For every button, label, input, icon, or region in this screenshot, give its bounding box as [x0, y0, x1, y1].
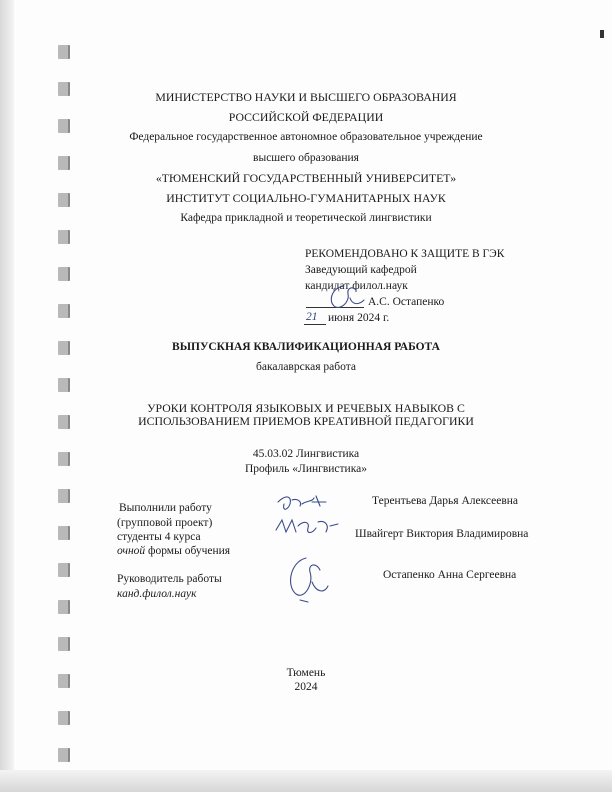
- university-name: «ТЮМЕНСКИЙ ГОСУДАРСТВЕННЫЙ УНИВЕРСИТЕТ»: [155, 171, 457, 185]
- institution-line-2: высшего образования: [253, 152, 359, 164]
- topic-line-1: УРОКИ КОНТРОЛЯ ЯЗЫКОВЫХ И РЕЧЕВЫХ НАВЫКОВ С: [147, 401, 465, 415]
- city: Тюмень: [286, 667, 326, 679]
- ministry-line-2: РОССИЙСКОЙ ФЕДЕРАЦИИ: [228, 110, 384, 124]
- study-form-word: очной: [117, 545, 146, 557]
- supervisor-degree: канд.филол.наук: [117, 588, 197, 600]
- student-2-name: Швайгерт Виктория Владимировна: [355, 528, 529, 540]
- student-signatures: [272, 490, 342, 544]
- scan-bottom-shadow: [0, 770, 612, 792]
- binding-ring: [58, 267, 70, 281]
- approval-title: РЕКОМЕНДОВАНО К ЗАЩИТЕ В ГЭК: [305, 248, 505, 260]
- topic-line-2: ИСПОЛЬЗОВАНИЕМ ПРИЕМОВ КРЕАТИВНОЙ ПЕДАГОГИКИ: [138, 414, 474, 428]
- approval-date: июня 2024 г.: [328, 312, 390, 324]
- authors-label-2: (групповой проект): [117, 517, 213, 529]
- study-form: [117, 545, 230, 558]
- specialty-profile: Профиль «Лингвистика»: [245, 463, 367, 475]
- binding-ring: [58, 526, 70, 540]
- department-name: Кафедра прикладной и теоретической лингвистики: [180, 212, 432, 224]
- work-type: ВЫПУСКНАЯ КВАЛИФИКАЦИОННАЯ РАБОТА: [172, 341, 440, 353]
- authors-label-3: студенты 4 курса: [117, 531, 201, 543]
- binding-ring: [58, 378, 70, 392]
- approval-role: Заведующий кафедрой: [305, 264, 417, 276]
- supervisor-name: Остапенко Анна Сергеевна: [383, 569, 517, 581]
- binding-ring: [58, 563, 70, 577]
- binding-ring: [58, 489, 70, 503]
- institution-line-1: Федеральное государственное автономное образовательное учреждение: [129, 131, 483, 143]
- approval-degree: кандидат филол.наук: [305, 280, 408, 292]
- scan-corner-mark: [600, 30, 604, 38]
- study-form-rest: формы обучения: [145, 545, 231, 557]
- head-signature: [322, 280, 368, 314]
- approval-name: А.С. Остапенко: [368, 296, 445, 308]
- authors-label-1: Выполнили работу: [119, 502, 212, 514]
- binding-ring: [58, 600, 70, 614]
- supervisor-signature: [282, 552, 332, 604]
- institute-name: ИНСТИТУТ СОЦИАЛЬНО-ГУМАНИТАРНЫХ НАУК: [166, 191, 446, 205]
- binding-ring: [58, 230, 70, 244]
- binding-ring: [58, 637, 70, 651]
- work-subtype: бакалаврская работа: [256, 361, 356, 373]
- supervisor-label: Руководитель работы: [117, 573, 222, 585]
- binding-ring: [58, 748, 70, 762]
- binding-ring: [58, 711, 70, 725]
- ministry-line-1: МИНИСТЕРСТВО НАУКИ И ВЫСШЕГО ОБРАЗОВАНИЯ: [155, 90, 457, 104]
- binding-ring: [58, 45, 70, 59]
- approval-day-line: [304, 324, 326, 325]
- student-1-name: Терентьева Дарья Алексеевна: [372, 495, 519, 507]
- year: 2024: [294, 681, 318, 693]
- approval-day: 21: [306, 311, 318, 323]
- specialty-code: 45.03.02 Лингвистика: [252, 448, 360, 460]
- binding-ring: [58, 304, 70, 318]
